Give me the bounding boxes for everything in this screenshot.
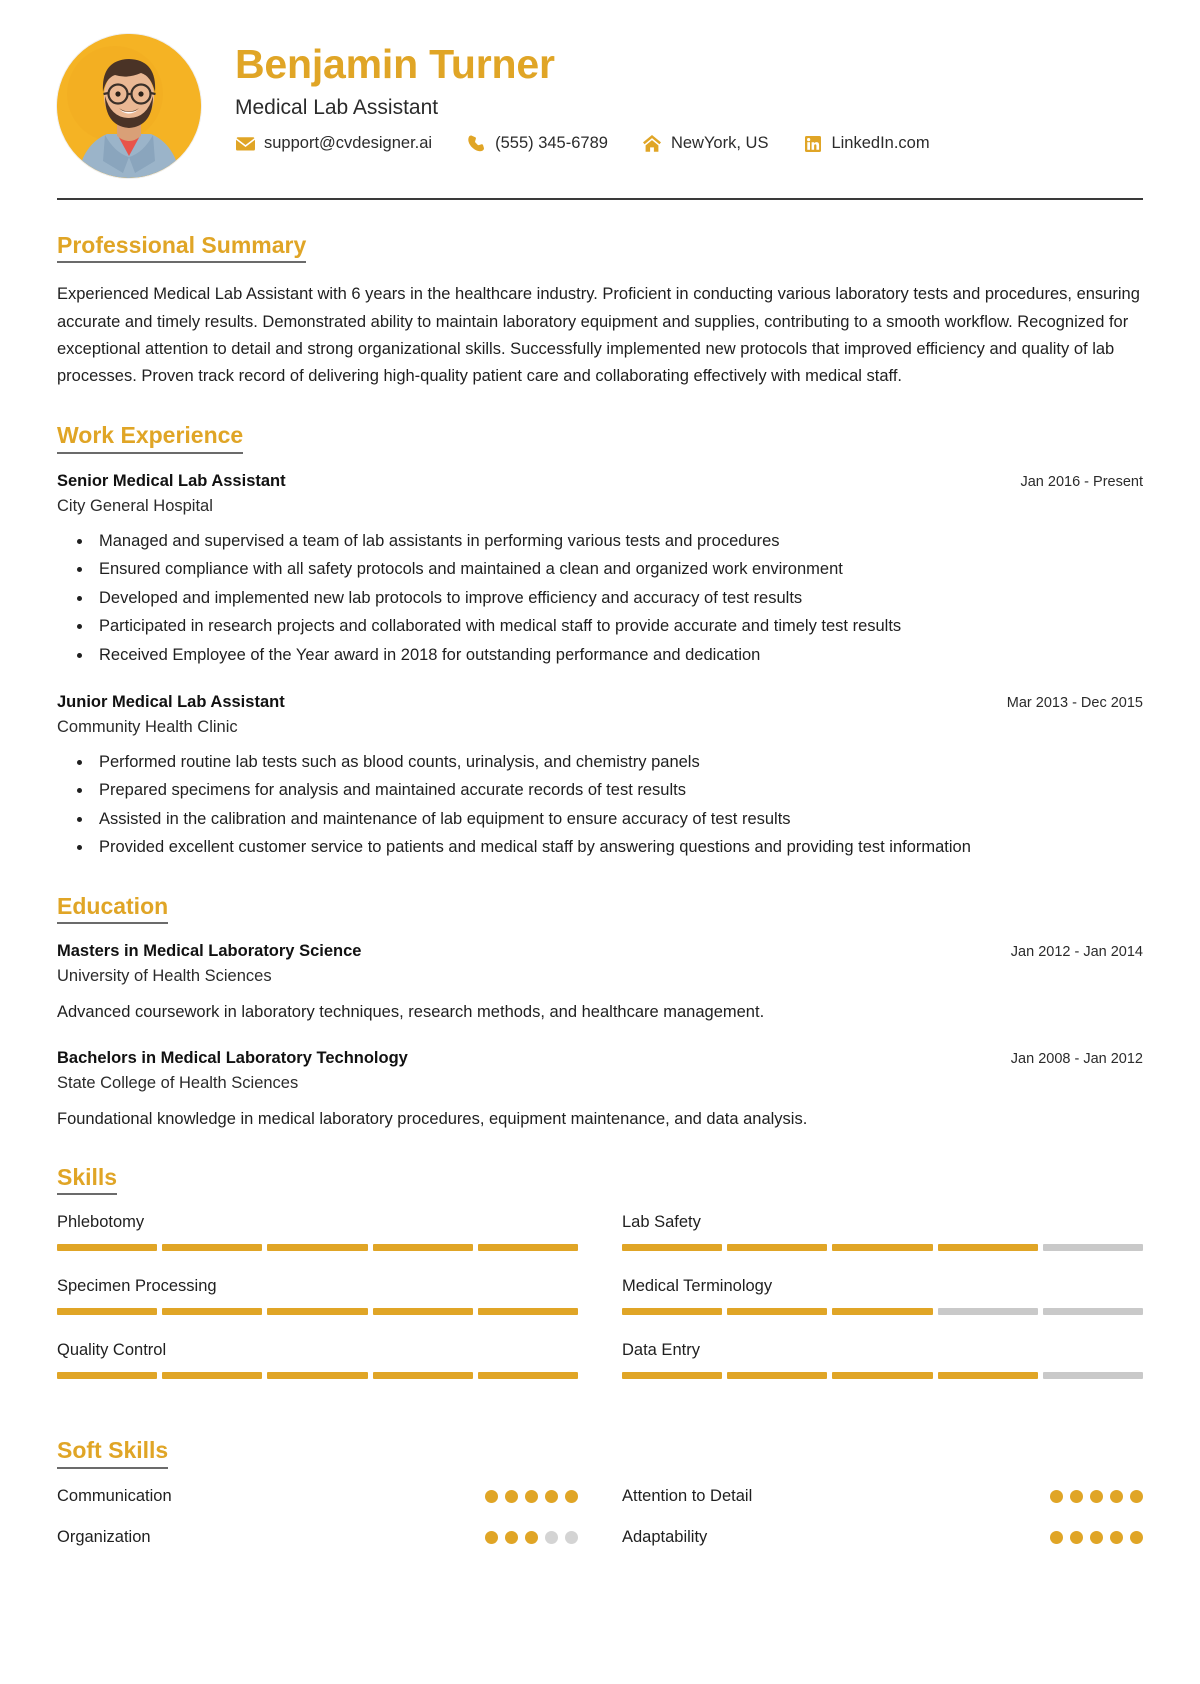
skill-segment <box>1043 1244 1143 1251</box>
list-item: • Developed and implemented new lab protocols to improve efficiency and accuracy of test results <box>93 586 1143 612</box>
education-entry <box>57 1049 1143 1132</box>
rating-dot <box>505 1490 518 1503</box>
soft-skill-label: Communication <box>57 1486 172 1505</box>
section-professional-summary <box>57 232 1143 390</box>
work-entry-title: Senior Medical Lab Assistant <box>57 471 286 490</box>
work-entry-head <box>57 472 1143 491</box>
skill-item <box>622 1341 1143 1379</box>
skill-segment <box>267 1372 367 1379</box>
soft-skill-rating-dots <box>485 1531 578 1544</box>
soft-skills-body <box>57 1487 1143 1569</box>
work-entry-date: Jan 2016 - Present <box>1020 473 1143 490</box>
education-entry-head <box>57 1049 1143 1068</box>
profile-photo-icon <box>57 34 201 178</box>
skill-label: Data Entry <box>622 1341 700 1360</box>
candidate-name: Benjamin Turner <box>235 41 555 87</box>
work-entry-head <box>57 693 1143 712</box>
education-entry <box>57 942 1143 1025</box>
phone-icon <box>466 135 487 153</box>
rating-dot <box>1070 1531 1083 1544</box>
list-item: • Assisted in the calibration and maintenance of lab equipment to ensure accuracy of test results <box>93 807 1143 833</box>
contact-email[interactable] <box>235 134 432 153</box>
education-entry-date: Jan 2008 - Jan 2012 <box>1010 1051 1143 1067</box>
skill-item <box>57 1213 578 1251</box>
header-divider <box>57 198 1143 200</box>
rating-dot <box>1130 1531 1143 1544</box>
skill-rating-bar <box>622 1372 1143 1379</box>
skill-label: Medical Terminology <box>622 1277 773 1296</box>
skill-segment <box>267 1308 367 1315</box>
skill-segment <box>57 1308 157 1315</box>
summary-text: Experienced Medical Lab Assistant with 6 years in the healthcare industry. Proficient in conducting various laboratory tests and procedures, ensuring accurate and timely results. Demonstrated ability to maintain laboratory equipment and supplies, contributing to a smooth workflow. Recognized for exceptional attention to detail and strong organizational skills. Successfully implemented new protocols that improved efficiency and quality of lab processes. Proven track record of delivering high-quality patient care and collaborating effectively with medical staff. <box>57 285 1140 386</box>
work-entry <box>57 472 1143 669</box>
soft-skill-label: Attention to Detail <box>622 1486 753 1505</box>
section-title-education: Education <box>57 893 168 924</box>
skill-segment <box>1043 1308 1143 1315</box>
work-entry-date: Mar 2013 - Dec 2015 <box>1006 694 1143 711</box>
skill-segment <box>938 1308 1038 1315</box>
skill-item <box>622 1213 1143 1251</box>
rating-dot <box>1070 1490 1083 1503</box>
list-item: • Provided excellent customer service to patients and medical staff by answering questions and providing test information <box>93 835 1143 861</box>
email-icon <box>235 135 256 153</box>
rating-dot <box>1090 1531 1103 1544</box>
contact-email-text: support@cvdesigner.ai <box>264 134 433 153</box>
skill-segment <box>373 1372 473 1379</box>
soft-skill-rating-dots <box>1050 1531 1143 1544</box>
avatar <box>57 34 201 178</box>
soft-skill-item <box>57 1528 578 1547</box>
soft-skill-grid <box>57 1487 1143 1569</box>
contact-location-text: NewYork, US <box>670 134 769 153</box>
work-entry-title: Junior Medical Lab Assistant <box>57 692 285 711</box>
avatar-container <box>57 30 207 178</box>
skill-segment <box>478 1244 578 1251</box>
skill-segment <box>622 1372 722 1379</box>
skill-segment <box>57 1372 157 1379</box>
work-entry-bullets <box>57 529 1143 669</box>
rating-dot <box>545 1531 558 1544</box>
education-entry-desc: Advanced coursework in laboratory techniques, research methods, and healthcare management. <box>57 1003 765 1022</box>
skill-label: Lab Safety <box>622 1213 701 1232</box>
rating-dot <box>525 1531 538 1544</box>
rating-dot <box>1110 1531 1123 1544</box>
rating-dot <box>1130 1490 1143 1503</box>
education-entry-title: Bachelors in Medical Laboratory Technology <box>57 1049 408 1067</box>
rating-dot <box>565 1531 578 1544</box>
skill-label: Specimen Processing <box>57 1277 217 1296</box>
home-icon <box>642 135 663 153</box>
section-soft-skills <box>57 1437 1143 1568</box>
skill-segment <box>267 1244 367 1251</box>
work-entry <box>57 693 1143 861</box>
work-entry-org: City General Hospital <box>57 496 213 515</box>
skill-segment <box>57 1244 157 1251</box>
skill-rating-bar <box>622 1244 1143 1251</box>
skill-segment <box>162 1244 262 1251</box>
skill-label: Phlebotomy <box>57 1213 145 1232</box>
education-entry-title: Masters in Medical Laboratory Science <box>57 942 362 961</box>
skill-item <box>57 1277 578 1315</box>
rating-dot <box>1110 1490 1123 1503</box>
section-title-skills: Skills <box>57 1164 117 1195</box>
skill-grid <box>57 1213 1143 1405</box>
header-main <box>207 30 1143 153</box>
work-entry-bullets <box>57 750 1143 861</box>
skill-label: Quality Control <box>57 1341 167 1360</box>
rating-dot <box>525 1490 538 1503</box>
contact-location[interactable] <box>642 134 769 153</box>
list-item: • Participated in research projects and collaborated with medical staff to provide accurate and timely test results <box>93 614 1143 640</box>
skill-segment <box>622 1308 722 1315</box>
soft-skill-rating-dots <box>485 1490 578 1503</box>
skill-segment <box>373 1308 473 1315</box>
rating-dot <box>545 1490 558 1503</box>
rating-dot <box>565 1490 578 1503</box>
skill-segment <box>162 1372 262 1379</box>
rating-dot <box>1050 1490 1063 1503</box>
skill-segment <box>478 1372 578 1379</box>
skill-item <box>622 1277 1143 1315</box>
rating-dot <box>1050 1531 1063 1544</box>
skill-rating-bar <box>57 1244 578 1251</box>
skill-segment <box>832 1244 932 1251</box>
work-body <box>57 472 1143 861</box>
education-entry-head <box>57 942 1143 961</box>
contact-phone-text: (555) 345-6789 <box>495 134 608 153</box>
list-item: • Managed and supervised a team of lab assistants in performing various tests and procedures <box>93 529 1143 555</box>
skill-segment <box>478 1308 578 1315</box>
section-work-experience <box>57 422 1143 861</box>
skill-rating-bar <box>57 1372 578 1379</box>
linkedin-icon <box>802 135 823 153</box>
section-title-soft-skills: Soft Skills <box>57 1437 168 1468</box>
list-item: • Received Employee of the Year award in 2018 for outstanding performance and dedication <box>93 643 1143 669</box>
education-entry-org: State College of Health Sciences <box>57 1074 299 1092</box>
contact-linkedin[interactable] <box>802 134 929 153</box>
rating-dot <box>505 1531 518 1544</box>
work-entry-org: Community Health Clinic <box>57 717 238 736</box>
skill-segment <box>938 1372 1038 1379</box>
soft-skill-label: Organization <box>57 1527 151 1546</box>
rating-dot <box>485 1531 498 1544</box>
soft-skill-label: Adaptability <box>622 1527 708 1546</box>
soft-skill-item <box>57 1487 578 1506</box>
skill-segment <box>1043 1372 1143 1379</box>
section-education <box>57 893 1143 1132</box>
section-skills <box>57 1164 1143 1405</box>
list-item: • Performed routine lab tests such as blood counts, urinalysis, and chemistry panels <box>93 750 1143 776</box>
soft-skill-rating-dots <box>1050 1490 1143 1503</box>
soft-skill-item <box>622 1528 1143 1547</box>
soft-skill-item <box>622 1487 1143 1506</box>
rating-dot <box>485 1490 498 1503</box>
list-item: • Prepared specimens for analysis and maintained accurate records of test results <box>93 778 1143 804</box>
skill-rating-bar <box>622 1308 1143 1315</box>
candidate-role: Medical Lab Assistant <box>235 96 439 120</box>
skill-segment <box>373 1244 473 1251</box>
list-item: • Ensured compliance with all safety protocols and maintained a clean and organized work environment <box>93 557 1143 583</box>
skill-segment <box>832 1308 932 1315</box>
skill-segment <box>727 1372 827 1379</box>
contact-linkedin-text: LinkedIn.com <box>831 134 930 153</box>
skill-segment <box>162 1308 262 1315</box>
skill-segment <box>622 1244 722 1251</box>
contact-phone[interactable] <box>466 134 608 153</box>
education-body <box>57 942 1143 1132</box>
skill-segment <box>832 1372 932 1379</box>
skill-rating-bar <box>57 1308 578 1315</box>
section-title-summary: Professional Summary <box>57 232 306 263</box>
education-entry-desc: Foundational knowledge in medical laboratory procedures, equipment maintenance, and data analysis. <box>57 1110 808 1128</box>
skill-segment <box>727 1308 827 1315</box>
resume-header <box>57 30 1143 192</box>
rating-dot <box>1090 1490 1103 1503</box>
skill-segment <box>938 1244 1038 1251</box>
contact-list <box>235 134 1143 153</box>
skills-body <box>57 1213 1143 1405</box>
education-entry-org: University of Health Sciences <box>57 967 272 986</box>
skill-segment <box>727 1244 827 1251</box>
skill-item <box>57 1341 578 1379</box>
section-title-work: Work Experience <box>57 422 243 453</box>
summary-body <box>57 281 1143 390</box>
education-entry-date: Jan 2012 - Jan 2014 <box>1010 944 1143 961</box>
